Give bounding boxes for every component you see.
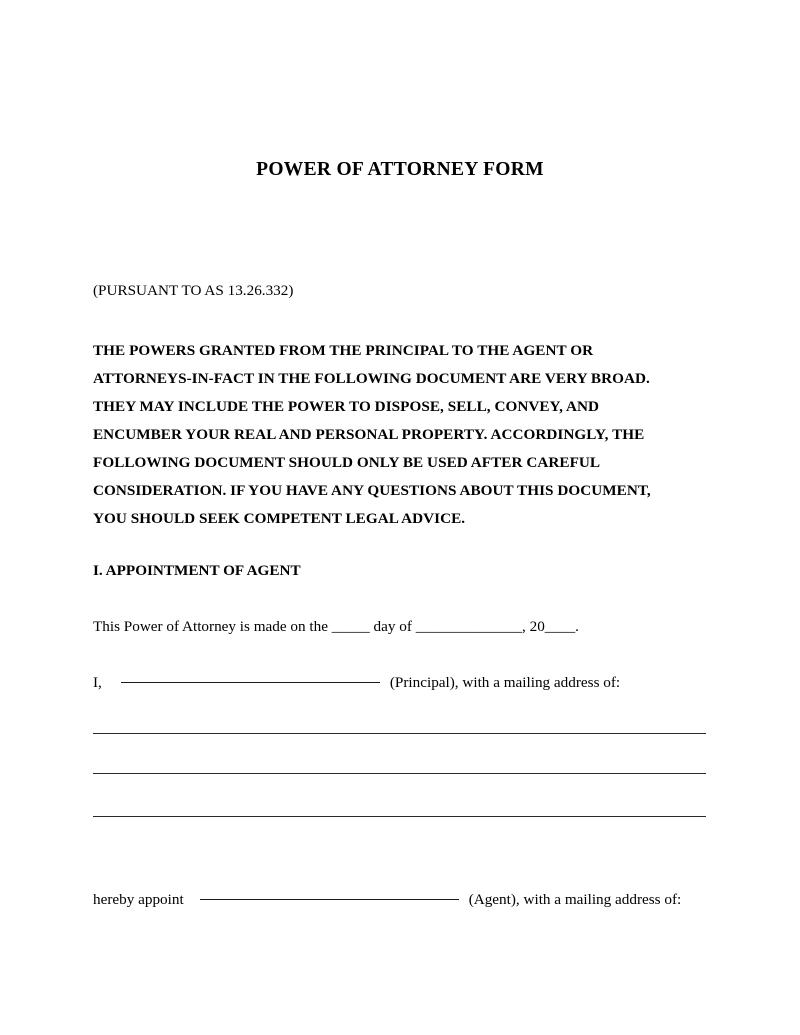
agent-name-field[interactable] xyxy=(200,899,459,900)
agent-name-line xyxy=(93,890,707,911)
principal-line-prefix: I, xyxy=(93,674,102,691)
warning-line: YOU SHOULD SEEK COMPETENT LEGAL ADVICE. xyxy=(93,510,466,527)
principal-address-field-line-2[interactable] xyxy=(93,773,706,774)
principal-address-field-line-1[interactable] xyxy=(93,733,706,734)
execution-date-line xyxy=(93,617,707,638)
warning-line: ENCUMBER YOUR REAL AND PERSONAL PROPERTY. ACCORDINGLY, THE xyxy=(93,426,645,443)
principal-line-suffix: (Principal), with a mailing address of: xyxy=(389,674,621,691)
date-line-suffix: . xyxy=(575,618,579,635)
statute-reference: (PURSUANT TO AS 13.26.332) xyxy=(93,282,294,299)
warning-line: ATTORNEYS-IN-FACT IN THE FOLLOWING DOCUMENT ARE VERY BROAD. xyxy=(93,370,650,387)
agent-line-suffix: (Agent), with a mailing address of: xyxy=(468,891,682,908)
warning-line: FOLLOWING DOCUMENT SHOULD ONLY BE USED AFTER CAREFUL xyxy=(93,454,601,471)
principal-name-line xyxy=(93,673,707,694)
principal-address-field-line-3[interactable] xyxy=(93,816,706,817)
agent-line-prefix: hereby appoint xyxy=(93,891,184,908)
day-blank-field[interactable]: _____ xyxy=(331,618,370,635)
year-prefix: , 20 xyxy=(522,618,545,635)
warning-line: CONSIDERATION. IF YOU HAVE ANY QUESTIONS ABOUT THIS DOCUMENT, xyxy=(93,482,651,499)
date-line-prefix: This Power of Attorney is made on the xyxy=(93,618,332,635)
date-line-middle: day of xyxy=(369,618,416,635)
page-title: POWER OF ATTORNEY FORM xyxy=(256,159,544,180)
warning-notice xyxy=(93,337,707,533)
year-blank-field[interactable]: ____ xyxy=(544,618,576,635)
warning-line: THEY MAY INCLUDE THE POWER TO DISPOSE, SELL, CONVEY, AND xyxy=(93,398,600,415)
warning-line: THE POWERS GRANTED FROM THE PRINCIPAL TO THE AGENT OR xyxy=(93,342,594,359)
principal-name-field[interactable] xyxy=(121,682,380,683)
month-blank-field[interactable]: ______________ xyxy=(415,618,523,635)
section-heading-appointment-of-agent: I. APPOINTMENT OF AGENT xyxy=(93,562,301,579)
